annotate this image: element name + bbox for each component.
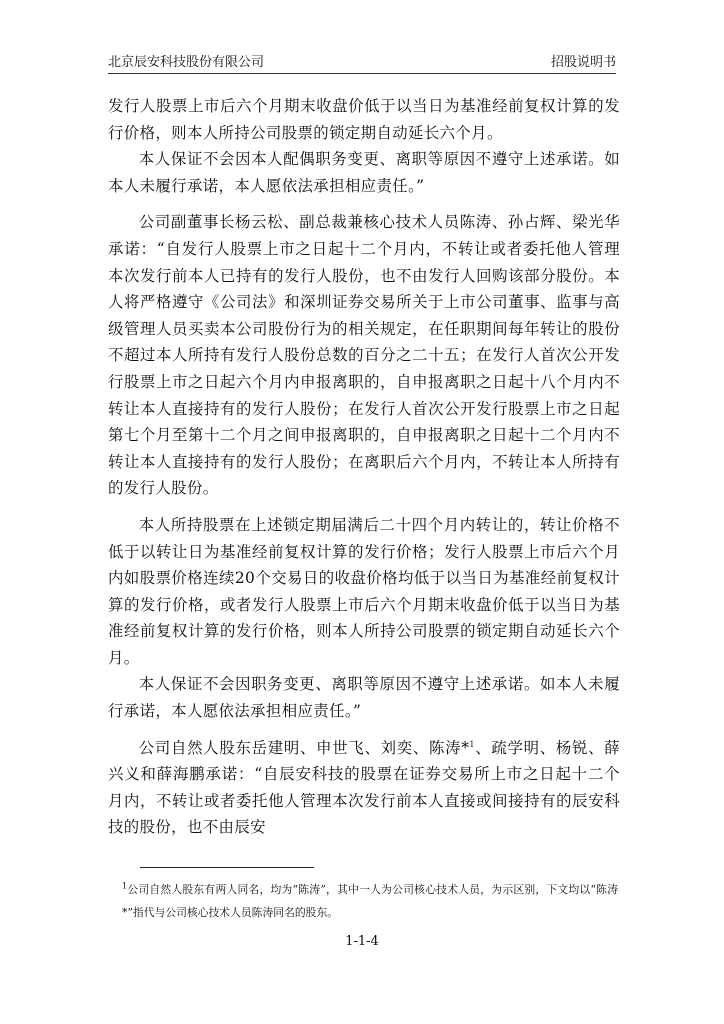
- paragraph: [108, 735, 620, 841]
- paragraph-text: 、疏学明、杨锐、薛兴义和薛海鹏承诺：“自辰安科技的股票在证券交易所上市之日起十二个月内，不转让或者委托他人管理本次发行前本人直接或间接持有的辰安科技的股份，也不由辰安: [108, 738, 620, 837]
- paragraph: 公司副董事长杨云松、副总裁兼核心技术人员陈涛、孙占辉、梁光华承诺：“自发行人股票上市之日起十二个月内，不转让或者委托他人管理本次发行前本人已持有的发行人股份，也不由发行人回购该部分股份。本人将严格遵守《公司法》和深圳证券交易所关于上市公司董事、监事与高级管理人员买卖本公司股份行为的相关规定，在任职期间每年转让的股份不超过本人所持有发行人股份总数的百分之二十五；在发行人首次公开发行股票上市之日起六个月内申报离职的，自申报离职之日起十八个月内不转让本人直接持有的发行人股份；在发行人首次公开发行股票上市之日起第七个月至第十二个月之间申报离职的，自申报离职之日起十二个月内不转让本人直接持有的发行人股份；在离职后六个月内，不转让本人所持有的发行人股份。: [108, 213, 620, 498]
- footnote-reference[interactable]: 1: [469, 739, 475, 749]
- header-document-type: 招股说明书: [550, 55, 616, 70]
- document-body: [108, 93, 620, 841]
- paragraph: 本人保证不会因本人配偶职务变更、离职等原因不遵守上述承诺。如本人未履行承诺，本人愿依法承担相应责任。”: [108, 150, 620, 195]
- footnote-separator: [140, 867, 314, 868]
- footnote: [122, 878, 618, 924]
- paragraph: 本人保证不会因职务变更、离职等原因不遵守上述承诺。如本人未履行承诺，本人愿依法承担相应责任。”: [108, 675, 620, 721]
- header-company-name: 北京辰安科技股份有限公司: [108, 55, 265, 70]
- footnote-text: 公司自然人股东有两人同名，均为“陈涛”，其中一人为公司核心技术人员，为示区别，下文均以“陈涛*”指代与公司核心技术人员陈涛同名的股东。: [122, 883, 618, 919]
- page-number: 1-1-4: [345, 934, 379, 949]
- paragraph: 本人所持股票在上述锁定期届满后二十四个月内转让的，转让价格不低于以转让日为基准经前复权计算的发行价格；发行人股票上市后六个月内如股票价格连续20个交易日的收盘价格均低于以当日为基准经前复权计算的发行价格，或者发行人股票上市后六个月期末收盘价低于以当日为基准经前复权计算的发行价格，则本人所持公司股票的锁定期自动延长六个月。: [108, 515, 620, 667]
- page-header: [108, 50, 616, 74]
- footnote-marker: 1: [122, 881, 128, 891]
- paragraph: 发行人股票上市后六个月期末收盘价低于以当日为基准经前复权计算的发行价格，则本人所持公司股票的锁定期自动延长六个月。: [108, 97, 620, 142]
- paragraph-text: 公司自然人股东岳建明、申世飞、刘奕、陈涛*: [138, 738, 470, 757]
